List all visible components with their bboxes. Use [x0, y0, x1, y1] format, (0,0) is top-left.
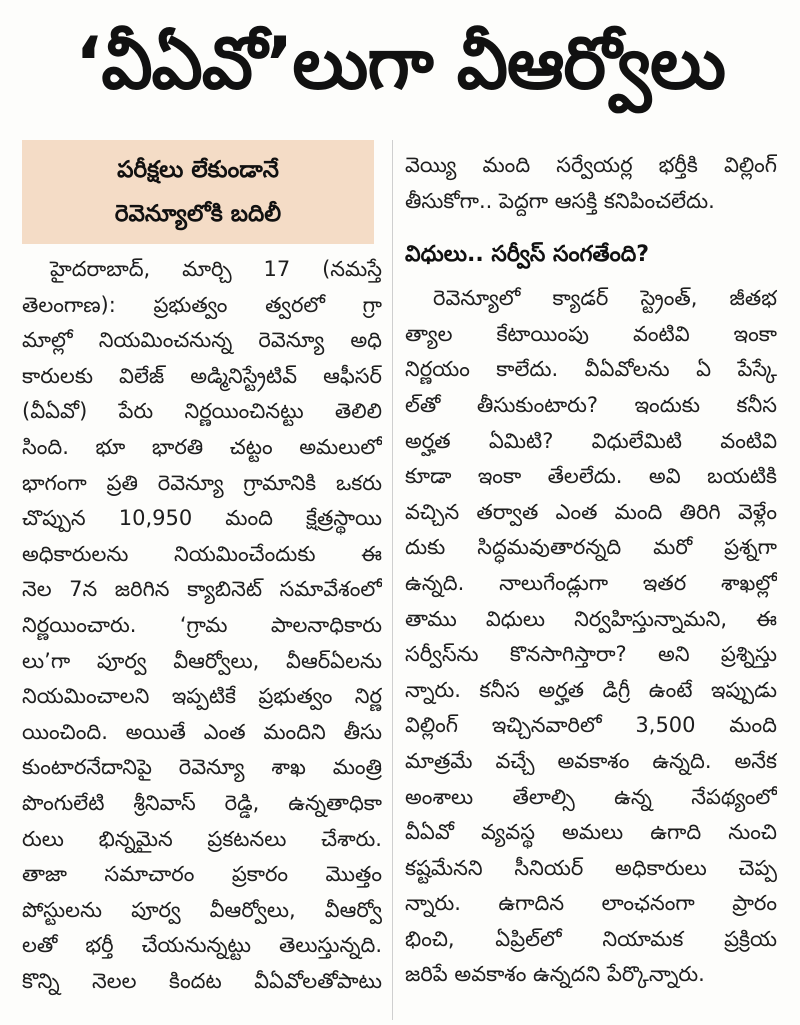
body-line: వీఏవో వ్యవస్థ అమలు ఉగాది నుంచి: [405, 820, 777, 845]
body-line: విల్లింగ్ ఇచ్చినవారిలో 3,500 మంది: [405, 713, 777, 738]
body-line: నియమించాలని ఇప్పటికే ప్రభుత్వం నిర్ణ: [22, 684, 382, 709]
body-line: న్నారు. ఉగాదిన లాంఛనంగా ప్రారం: [405, 891, 777, 916]
body-line: యించింది. అయితే ఎంత మందిని తీసు: [22, 719, 382, 744]
body-line: హైదరాబాద్, మార్చి 17 (నమస్తే: [50, 257, 382, 281]
body-line: మాల్లో నియమించనున్న రెవెన్యూ అధి: [22, 328, 382, 353]
body-line: కారులకు విలేజ్ అడ్మినిస్ట్రేటివ్ ఆఫీసర్: [22, 363, 382, 388]
body-line: తీసుకోగా.. పెద్దగా ఆసక్తి కనిపించలేదు.: [405, 188, 715, 213]
body-line: భించి, ఏప్రిల్‌లో నియామక ప్రక్రియ: [405, 926, 777, 951]
body-line: నిర్ణయం కాలేదు. వీఏవోలను ఏ పేస్కే: [405, 357, 777, 382]
body-line: సింది. భూ భారతి చట్టం అమలులో: [22, 434, 382, 459]
body-line: రెవెన్యూలో క్యాడర్ స్ట్రెంత్, జీతభ: [433, 286, 777, 311]
kicker-box: [22, 140, 374, 244]
body-line: తాజా సమాచారం ప్రకారం మొత్తం: [22, 862, 382, 887]
body-line: న్నారు. కనీస అర్హత డిగ్రీ ఉంటే ఇప్పుడు: [405, 677, 777, 702]
body-line: (వీఏవో) పేరు నిర్ణయించినట్టు తెలిలి: [22, 399, 382, 424]
right-column: [405, 148, 777, 993]
body-line: జరిపే అవకాశం ఉన్నదని పేర్కొన్నారు.: [405, 962, 705, 987]
section-subheading: విధులు.. సర్వీస్ సంగతేంది?: [405, 242, 650, 268]
body-line: కొన్ని నెలల కిందట వీఏవోలతోపాటు: [22, 968, 382, 993]
body-line: పొంగులేటి శ్రీనివాస్ రెడ్డి, ఉన్నతాధికా: [22, 790, 382, 815]
body-line: రులు భిన్నమైన ప్రకటనలు చేశారు.: [22, 826, 382, 851]
body-line: తెలంగాణ): ప్రభుత్వం త్వరలో గ్రా: [22, 292, 382, 317]
body-line: భాగంగా ప్రతి రెవెన్యూ గ్రామానికి ఒకరు: [22, 470, 382, 495]
body-line: కుంటారనేదానిపై రెవెన్యూ శాఖ మంత్రి: [22, 755, 382, 780]
article-headline: ‘వీఏవో’లుగా వీఆర్వోలు: [74, 21, 726, 105]
left-column: [22, 140, 382, 999]
kicker-line-1: పరీక్షలు లేకుండానే: [117, 157, 279, 183]
body-line: దుకు సిద్ధమవుతారన్నది మరో ప్రశ్నగా: [405, 535, 777, 560]
body-line: అధికారులను నియమించేందుకు ఈ: [22, 541, 382, 566]
body-line: ఉన్నది. నాలుగేండ్లుగా ఇతర శాఖల్లో: [405, 570, 777, 595]
body-line: లతో భర్తీ చేయనున్నట్టు తెలుస్తున్నది.: [22, 933, 382, 958]
body-line: నిర్ణయించారు. ‘గ్రామ పాలనాధికారు: [22, 612, 382, 637]
body-line: సర్వీస్‌ను కొనసాగిస్తారా? అని ప్రశ్నిస్తు: [405, 642, 777, 667]
body-line: మాత్రమే వచ్చే అవకాశం ఉన్నది. అనేక: [405, 748, 777, 773]
body-line: అర్హత ఏమిటి? విధులేమిటి వంటివి: [405, 428, 777, 453]
body-line: ల్‌తో తీసుకుంటారు? ఇందుకు కనీస: [405, 392, 777, 417]
body-line: పోస్టులను పూర్వ వీఆర్వోలు, వీఆర్వో: [22, 897, 382, 922]
body-line: వెయ్యి మంది సర్వేయర్ల భర్తీకి విల్లింగ్: [405, 153, 777, 177]
body-line: చొప్పున 10,950 మంది క్షేత్రస్థాయి: [22, 506, 382, 531]
body-line: త్యాల కేటాయింపు వంటివి ఇంకా: [405, 321, 777, 346]
kicker-line-2: రెవెన్యూలోకి బదిలీ: [114, 201, 282, 227]
body-line: లు’గా పూర్వ వీఆర్వోలు, వీఆర్ఏలను: [22, 648, 382, 673]
body-line: అంశాలు తేలాల్సి ఉన్న నేపథ్యంలో: [405, 784, 777, 809]
body-line: కూడా ఇంకా తేలలేదు. అవి బయటికి: [405, 464, 777, 489]
body-line: నెల 7న జరిగిన క్యాబినెట్ సమావేశంలో: [22, 577, 382, 602]
body-line: వచ్చిన తర్వాత ఎంత మంది తిరిగి వెళ్లేం: [405, 499, 777, 524]
body-line: తాము విధులు నిర్వహిస్తున్నామని, ఈ: [405, 606, 777, 631]
column-divider: [392, 140, 393, 1020]
body-line: కష్టమేనని సీనియర్ అధికారులు చెప్ప: [405, 855, 777, 880]
